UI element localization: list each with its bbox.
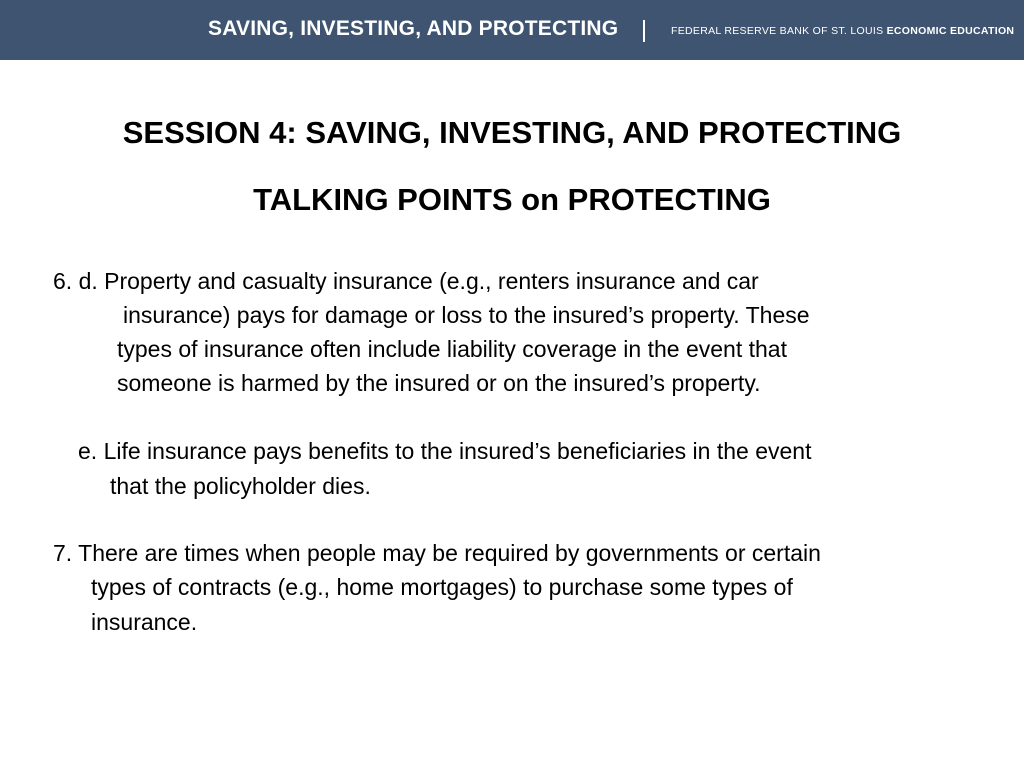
point-7-line-2: types of contracts (e.g., home mortgages) to purchase some types of	[91, 574, 793, 600]
header-organization	[671, 25, 1014, 37]
point-7-line-1: 7. There are times when people may be required by governments or certain	[53, 540, 821, 566]
header-bar	[0, 0, 1024, 60]
point-6d-line-2: insurance) pays for damage or loss to the insured’s property. These	[123, 302, 810, 328]
point-6e-line-2: that the policyholder dies.	[110, 473, 371, 499]
point-6d-line-4: someone is harmed by the insured or on the insured’s property.	[117, 370, 761, 396]
header-org-name: FEDERAL RESERVE BANK OF ST. LOUIS	[671, 25, 887, 37]
header-org-emphasis: ECONOMIC EDUCATION	[886, 25, 1015, 37]
point-7-line-3: insurance.	[91, 609, 198, 635]
point-6e-line-1: e. Life insurance pays benefits to the insured’s beneficiaries in the event	[78, 438, 812, 464]
header-title: SAVING, INVESTING, AND PROTECTING	[208, 17, 619, 40]
slide-title: SESSION 4: SAVING, INVESTING, AND PROTECTING	[122, 115, 902, 150]
slide-subtitle: TALKING POINTS on PROTECTING	[253, 182, 771, 217]
point-6d-line-3: types of insurance often include liability coverage in the event that	[117, 336, 787, 362]
header-divider	[643, 20, 645, 42]
point-6d-line-1: 6. d. Property and casualty insurance (e.g., renters insurance and car	[53, 268, 759, 294]
